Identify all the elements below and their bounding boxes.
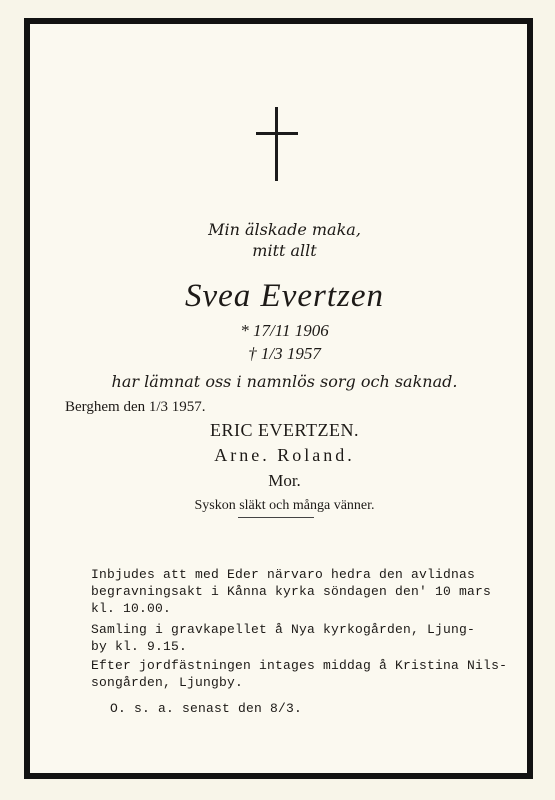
intro-line-2: mitt allt [252,241,317,260]
dinner-line: songården, Ljungby. [91,675,244,690]
invitation-line: Inbjudes att med Eder närvaro hedra den avlidnas [91,567,476,582]
mourning-border [24,18,533,779]
place-date: Berghem den 1/3 1957. [65,399,206,415]
relatives-line: Syskon släkt och många vänner. [194,498,375,513]
invitation-line: kl. 10.00. [91,601,172,616]
dinner-paragraph [91,657,511,691]
deceased-name: Svea Evertzen [185,278,384,314]
death-date: † 1/3 1957 [248,344,321,363]
gathering-line: by kl. 9.15. [91,639,188,654]
invitation-line: begravningsakt i Kånna kyrka söndagen den' 10 mars [91,584,492,599]
husband-name: ERIC EVERTZEN. [210,420,359,440]
gathering-line: Samling i gravkapellet å Nya kyrkogården, Ljung- [91,622,476,637]
birth-date: * 17/11 1906 [240,321,329,340]
rsvp-line: O. s. a. senast den 8/3. [110,701,303,716]
invitation-paragraph [91,566,511,617]
relatives-underline [238,517,314,518]
dinner-line: Efter jordfästningen intages middag å Kristina Nils- [91,658,508,673]
intro-line-1: Min älskade maka, [208,220,361,239]
children-names: Arne. Roland. [214,445,355,465]
mother-line: Mor. [268,471,301,490]
gathering-paragraph [91,621,511,655]
rsvp-paragraph [91,700,511,717]
cross-icon [256,107,298,181]
grief-line: har lämnat oss i namnlös sorg och saknad. [111,372,458,391]
